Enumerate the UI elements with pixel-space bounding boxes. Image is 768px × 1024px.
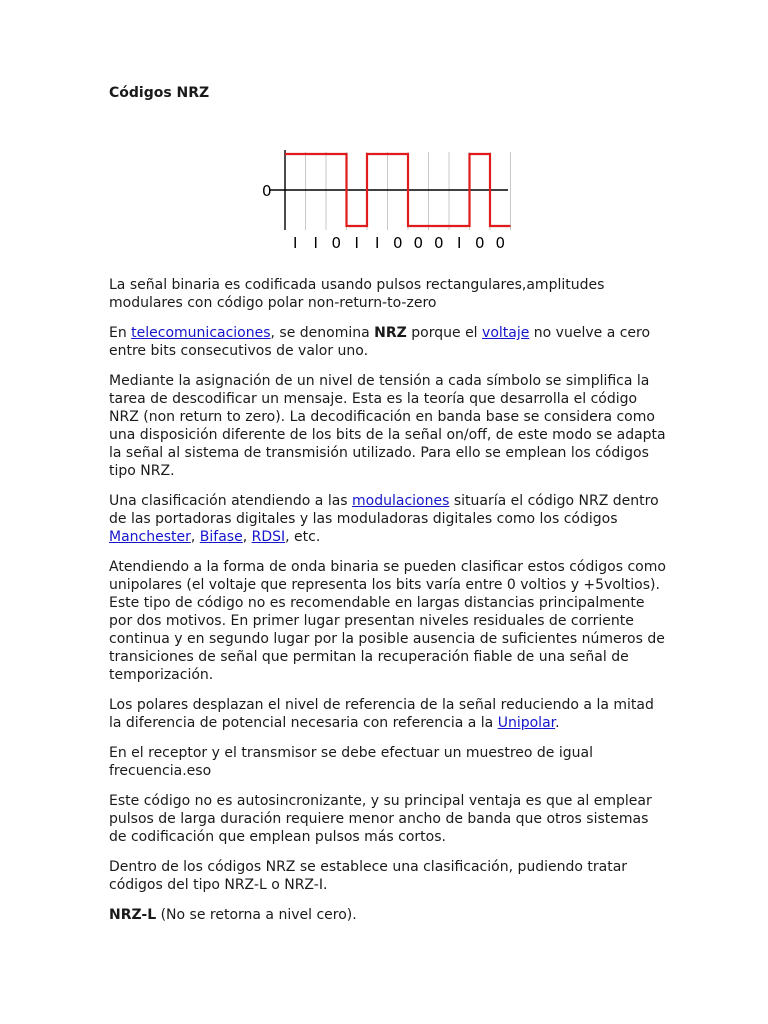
paragraph-4-text-2: situaría el código NRZ dentro de las portadoras digitales y las moduladoras digitales como los códigos [109,493,659,527]
bit-label: I [313,234,318,252]
zero-level-label: 0 [262,182,272,200]
paragraph-5: Atendiendo a la forma de onda binaria se pueden clasificar estos códigos como unipolares (el voltaje que representa los bits varía entre 0 voltios y +5voltios). Este tipo de código no es recomendable en largas distancias principalmente por dos motivos. En primer lugar presentan niveles residuales de corriente continua y en segundo lugar por la posible ausencia de suficientes números de transiciones de señal que permitan la recuperación fiable de una señal de temporización. [109,559,666,683]
link-unipolar[interactable]: Unipolar [497,715,556,731]
link-modulaciones[interactable]: modulaciones [352,493,450,509]
paragraph-2-text-1: En [109,325,132,341]
paragraph-4 [109,492,669,546]
link-bifase[interactable]: Bifase [199,529,243,545]
bit-label: 0 [433,234,444,252]
bit-label: I [457,234,462,252]
paragraph-8: Este código no es autosincronizante, y su principal ventaja es que al emplear pulsos de larga duración requiere menor ancho de banda que otros sistemas de codificación que emplean pulsos más cortos. [109,793,652,845]
nrz-term: NRZ [374,325,407,341]
paragraph-2-text-4: no vuelve a cero entre bits consecutivos de valor uno. [109,325,651,359]
paragraph-4-text-3: , [190,529,200,545]
paragraph-10-text-1: (No se retorna a nivel cero). [156,907,357,923]
page-title: Códigos NRZ [109,85,210,101]
paragraph-9: Dentro de los códigos NRZ se establece una clasificación, pudiendo tratar códigos del tipo NRZ-L o NRZ-I. [109,859,628,893]
paragraph-6-text-1: Los polares desplazan el nivel de referencia de la señal reduciendo a la mitad la diferencia de potencial necesaria con referencia a la [109,697,654,731]
paragraph-4-text-5: , etc. [285,529,321,545]
paragraph-4-text-1: Una clasificación atendiendo a las [109,493,353,509]
paragraph-2 [109,324,669,360]
paragraph-3: Mediante la asignación de un nivel de tensión a cada símbolo se simplifica la tarea de descodificar un mensaje. Esta es la teoría que desarrolla el código NRZ (non return to zero). La decodificación en banda base se considera como una disposición diferente de los bits de la señal on/off, de este modo se adapta la señal al sistema de transmisión utilizado. Para ello se emplean los códigos tipo NRZ. [109,373,666,479]
link-manchester[interactable]: Manchester [109,529,191,545]
paragraph-2-text-3: porque el [406,325,483,341]
bit-label: 0 [413,234,424,252]
paragraph-6 [109,696,669,732]
bit-label: 0 [392,234,403,252]
bit-label: 0 [331,234,342,252]
link-voltaje[interactable]: voltaje [482,325,530,341]
bit-sequence-labels [293,234,505,252]
bit-label: I [354,234,359,252]
paragraph-2-text-2: , se denomina [270,325,375,341]
bit-label: I [293,234,298,252]
paragraph-1: La señal binaria es codificada usando pulsos rectangulares,amplitudes modulares con código polar non-return-to-zero [109,277,605,311]
link-rdsi[interactable]: RDSI [251,529,286,545]
article-body [109,276,669,936]
bit-label: 0 [474,234,485,252]
bit-label: 0 [495,234,506,252]
nrz-l-term: NRZ-L [109,907,157,923]
paragraph-4-text-4: , [242,529,252,545]
paragraph-6-text-2: . [555,715,560,731]
nrz-signal-diagram [258,148,514,256]
paragraph-7: En el receptor y el transmisor se debe efectuar un muestreo de igual frecuencia.eso [109,745,593,779]
bit-label: I [375,234,380,252]
paragraph-10 [109,906,669,924]
link-telecomunicaciones[interactable]: telecomunicaciones [131,325,271,341]
